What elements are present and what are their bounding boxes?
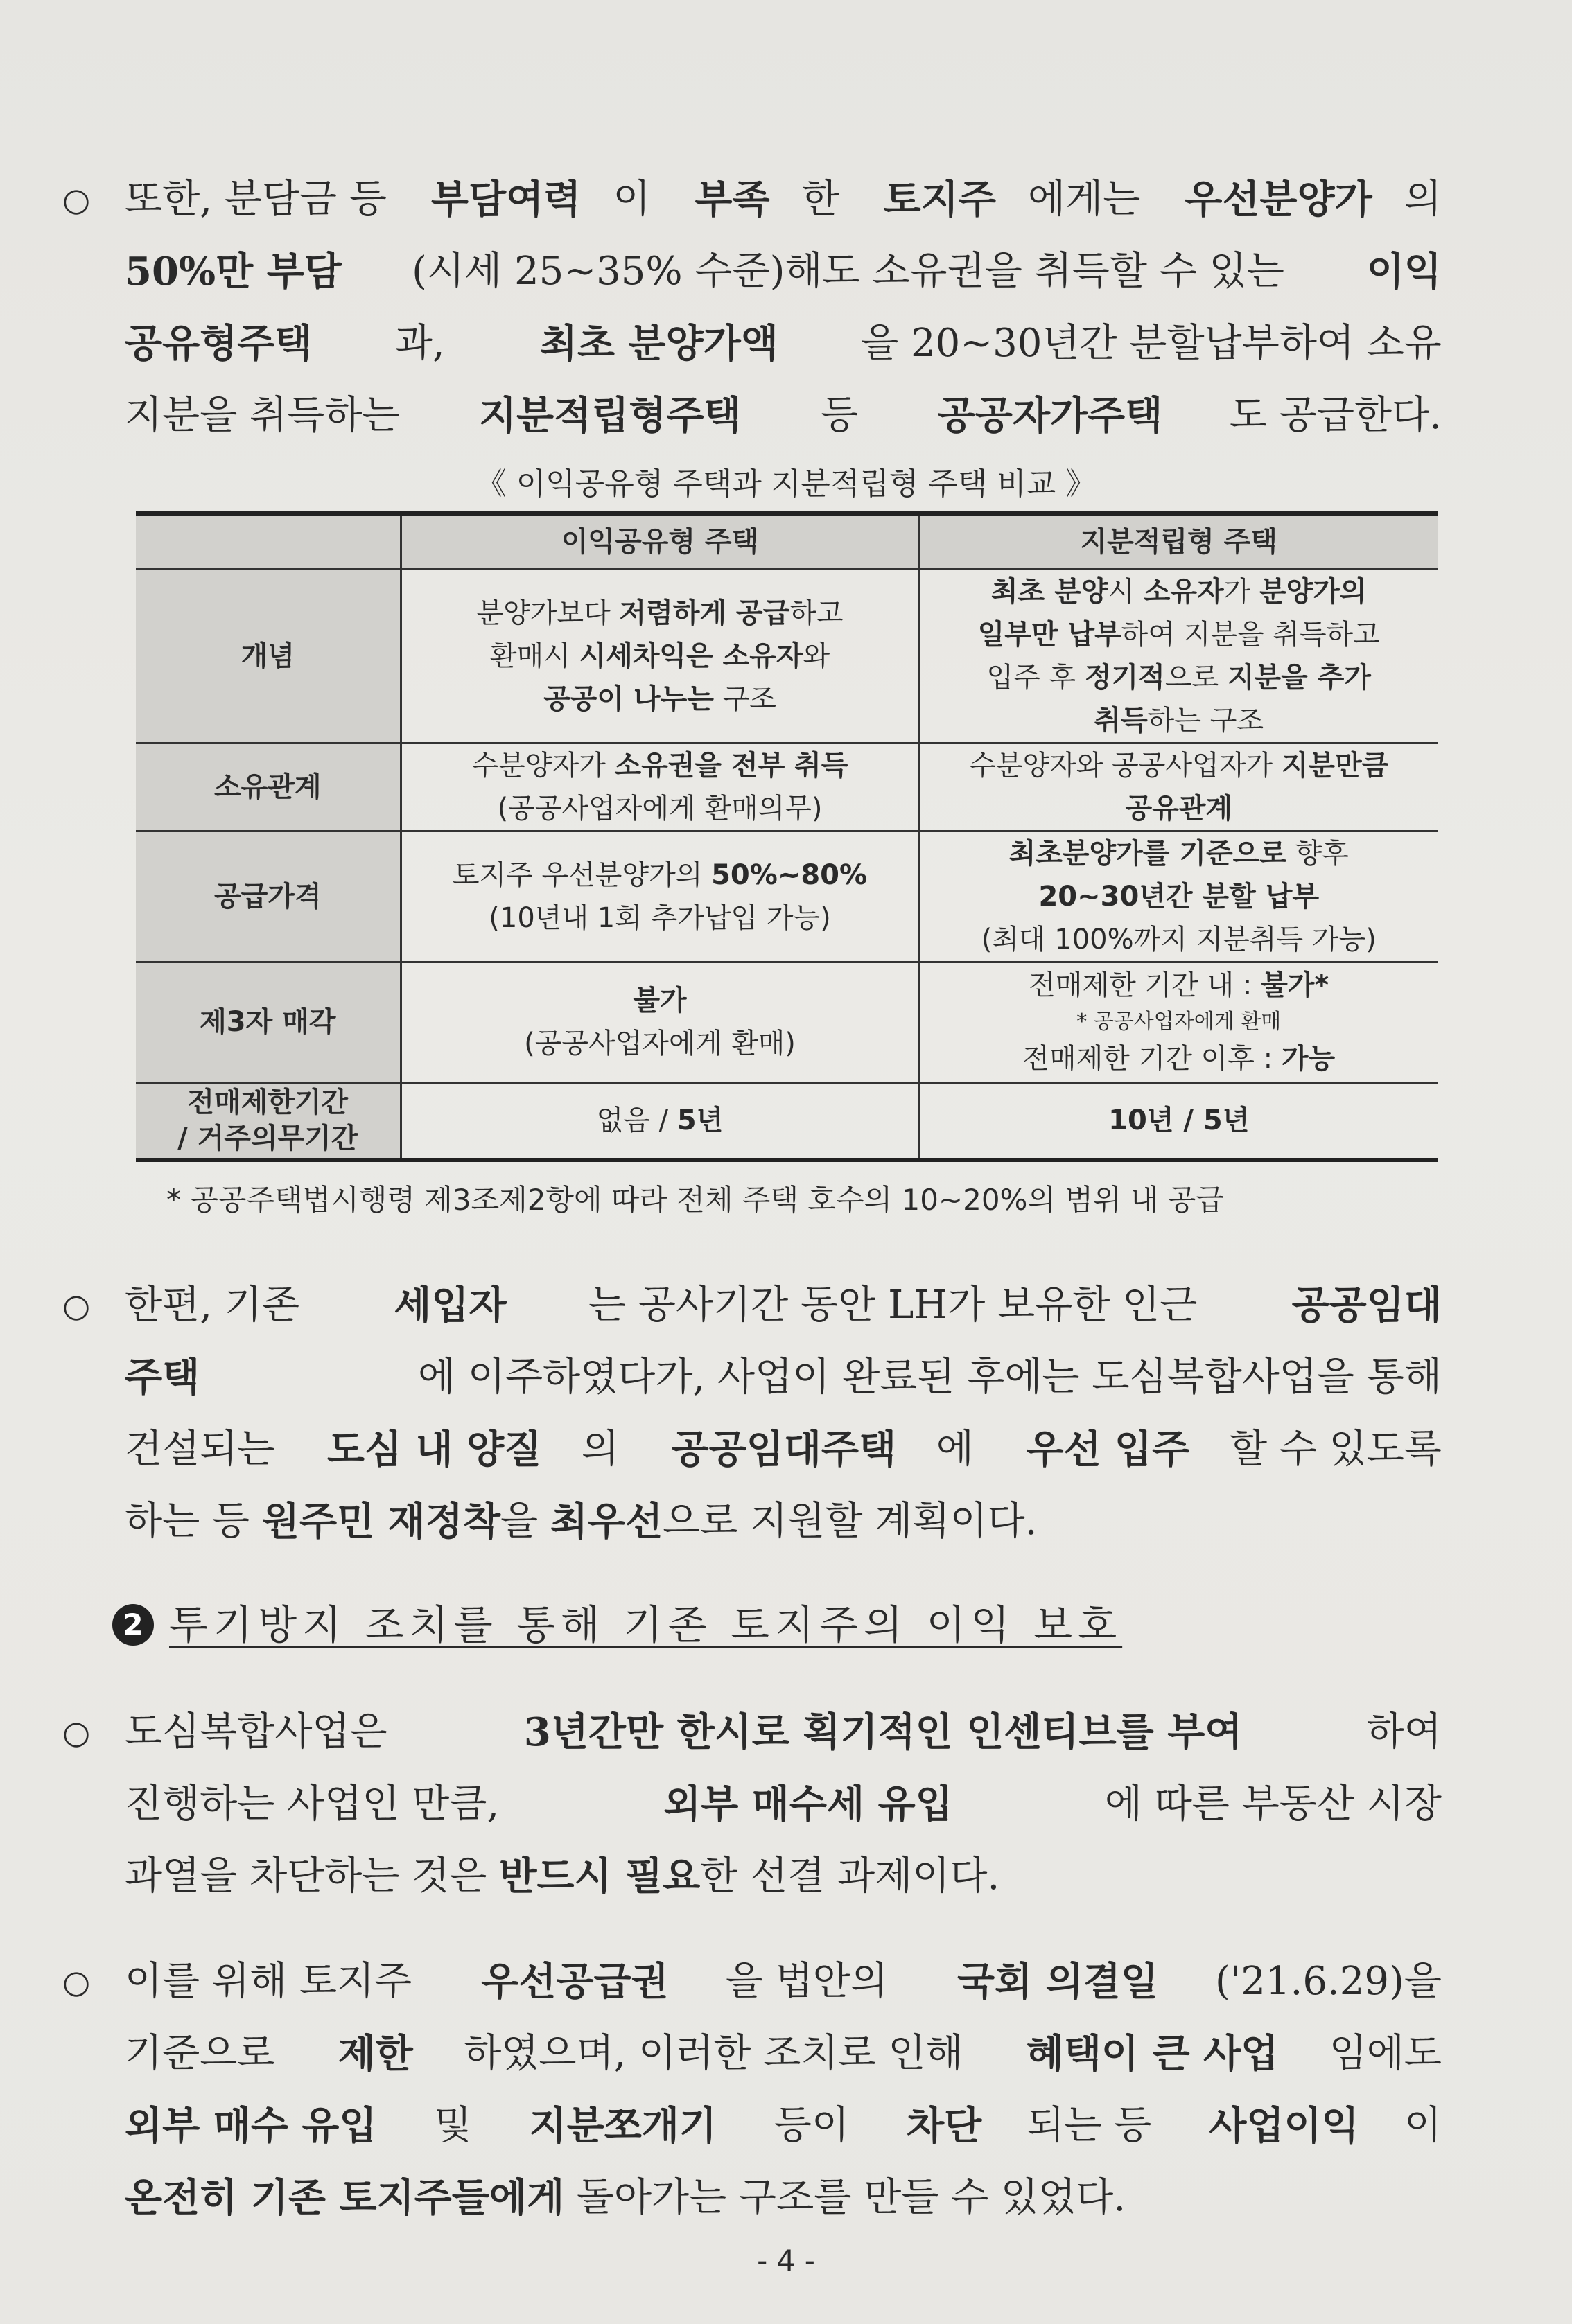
cell-line (920, 570, 1438, 613)
bold-run: 외부 매수세 유입 (663, 1781, 953, 1827)
text-run: 이를 위해 토지주 (125, 1959, 425, 2004)
text-run: 전매제한 기간 이후 : (1022, 1043, 1282, 1075)
section-heading (112, 1594, 1122, 1656)
text-run: 기준으로 (125, 2031, 288, 2076)
bold-run: 우선공급권 (481, 1959, 669, 2005)
text-run: 에게는 (1028, 177, 1153, 222)
text-line (125, 1840, 1442, 1912)
equity-accumulating-cell (919, 1082, 1438, 1160)
bold-run: 공공임대주택 (671, 1427, 897, 1472)
cell-line (402, 854, 918, 897)
text-line (125, 1486, 1442, 1558)
bold-run: 일부만 납부 (977, 618, 1121, 651)
text-line (125, 1696, 1442, 1768)
bold-run: 부족 (695, 177, 770, 222)
bold-run: 지분을 추가 (1227, 661, 1371, 694)
bold-run: 토지주 (883, 177, 996, 222)
bold-run: 외부 매수 유입 (125, 2103, 377, 2149)
profit-sharing-cell (401, 962, 919, 1082)
bullet-icon: ○ (62, 1287, 91, 1324)
cell-line (920, 699, 1438, 742)
bold-run: 시세차익은 소유자 (579, 640, 803, 672)
paragraph-4 (62, 1946, 1442, 2234)
text-run: (공공사업자에게 환매) (524, 1028, 796, 1059)
bold-run: 세입자 (394, 1283, 507, 1328)
text-run: 의 (581, 1427, 631, 1472)
text-run: 으로 (1164, 661, 1228, 694)
text-line (125, 380, 1442, 452)
table-row (136, 569, 1438, 743)
section-title-text: 투기방지 조치를 통해 기존 토지주의 이익 보호 (169, 1601, 1123, 1648)
text-run: 에 이주하였다가, 사업이 완료된 후에는 도심복합사업을 통해 (417, 1355, 1442, 1400)
text-run: 하는 등 (125, 1499, 262, 1544)
header-cell-empty (136, 513, 401, 569)
text-run: 와 (803, 640, 830, 672)
row-label: 개념 (136, 569, 401, 743)
text-run: 과열을 차단하는 것은 (125, 1854, 500, 1899)
bold-run: 공유관계 (1125, 792, 1233, 825)
text-run: (공공사업자에게 환매의무) (497, 792, 823, 825)
profit-sharing-cell (401, 569, 919, 743)
text-run: 하는 구조 (1147, 704, 1264, 737)
bold-run: 불가 (633, 985, 687, 1016)
text-line (125, 2090, 1442, 2162)
bold-run: 혜택이 큰 사업 (1026, 2031, 1279, 2077)
text-run: 분양가보다 (476, 597, 620, 629)
equity-accumulating-cell (919, 962, 1438, 1082)
cell-line (920, 1007, 1438, 1037)
text-run: 는 공사기간 동안 LH가 보유한 인근 (588, 1283, 1210, 1328)
text-run: 향후 (1286, 837, 1349, 870)
text-line (125, 308, 1442, 380)
cell-line (920, 918, 1438, 961)
bold-run: 부담여력 (430, 177, 582, 222)
bold-run: 분양가의 (1259, 575, 1367, 608)
profit-sharing-cell (401, 831, 919, 962)
bold-run: 지분쪼개기 (529, 2103, 717, 2149)
bold-run: 최초 분양가액 (539, 321, 778, 367)
bold-run: 공유형주택 (125, 321, 313, 367)
bold-run: 저렴하게 공급 (619, 597, 790, 629)
text-run: 이 (613, 177, 663, 222)
bold-run: 사업이익 (1209, 2103, 1359, 2149)
cell-line (402, 787, 918, 830)
table-row (136, 831, 1438, 962)
cell-line (402, 744, 918, 787)
bold-run: 지분적립형주택 (478, 393, 742, 439)
bold-run: 주택 (125, 1355, 200, 1400)
row-label: 제3자 매각 (136, 962, 401, 1082)
text-run: 이 (1404, 2103, 1442, 2148)
text-run: 의 (1404, 177, 1442, 222)
text-run: 을 (500, 1499, 550, 1544)
bold-run: 이익 (1366, 249, 1442, 294)
table-row (136, 1082, 1438, 1160)
bold-run: 3년간만 한시로 획기적인 인센티브를 부여 (523, 1709, 1243, 1755)
text-run: 입주 후 (986, 661, 1085, 694)
bold-run: 소유권을 전부 취득 (614, 749, 848, 782)
comparison-table (136, 511, 1438, 1162)
text-line (125, 164, 1442, 236)
page-number: - 4 - (757, 2244, 815, 2278)
bold-run: 50%~80% (711, 859, 868, 891)
text-run: 및 (421, 2103, 484, 2148)
cell-line (920, 787, 1438, 830)
text-run: 을 20~30년간 분할납부하여 소유 (861, 321, 1442, 366)
text-run: 시 (1108, 575, 1144, 608)
text-run: 토지주 우선분양가의 (452, 859, 712, 891)
equity-accumulating-cell (919, 743, 1438, 831)
text-run: 하고 (789, 597, 844, 629)
cell-line (920, 964, 1438, 1007)
table-header-row (136, 513, 1438, 569)
row-label: 공급가격 (136, 831, 401, 962)
text-run: 등 (808, 393, 871, 438)
table-row (136, 962, 1438, 1082)
cell-line (920, 1099, 1438, 1142)
bold-run: 5년 (676, 1104, 724, 1137)
bold-run: 공공이 나누는 (543, 683, 714, 715)
text-line (125, 1946, 1442, 2018)
text-run: 할 수 있도록 (1229, 1427, 1442, 1472)
text-run: 한 선결 과제이다. (700, 1854, 1000, 1899)
bold-run: 우선 입주 (1026, 1427, 1190, 1472)
bold-run: 공공임대 (1291, 1283, 1442, 1328)
text-run: (10년내 1회 추가납입 가능) (489, 901, 831, 934)
paragraph-1 (62, 164, 1442, 452)
text-run: 등이 (762, 2103, 862, 2148)
text-run: 돌아가는 구조를 만들 수 있었다. (564, 2175, 1126, 2220)
text-run: 건설되는 (125, 1427, 288, 1472)
text-run: 도 공급한다. (1229, 393, 1442, 438)
bullet-icon: ○ (62, 1714, 91, 1751)
bold-run: 정기적 (1084, 661, 1165, 694)
bold-run: 원주민 재정착 (261, 1499, 500, 1544)
text-run: 환매시 (489, 640, 579, 672)
text-line (125, 2018, 1442, 2090)
bold-run: 지분만큼 (1281, 749, 1389, 782)
cell-line (402, 635, 918, 678)
text-run: 으로 지원할 계획이다. (663, 1499, 1038, 1544)
text-run: 도심복합사업은 (125, 1709, 400, 1754)
bold-run: 제한 (338, 2031, 413, 2077)
table-row (136, 743, 1438, 831)
cell-line (920, 832, 1438, 875)
profit-sharing-cell (401, 743, 919, 831)
cell-line (402, 1099, 918, 1142)
text-run: 임에도 (1329, 2031, 1442, 2076)
profit-sharing-cell (401, 1082, 919, 1160)
text-run: 구조 (713, 683, 776, 715)
row-label: 전매제한기간 / 거주의무기간 (136, 1082, 401, 1160)
cell-line (402, 678, 918, 721)
text-run: 한편, 기존 (125, 1283, 312, 1328)
cell-line (920, 613, 1438, 656)
bold-run: 최우선 (550, 1499, 663, 1544)
cell-line (402, 592, 918, 635)
text-run: 에 (936, 1427, 986, 1472)
text-line (125, 1269, 1442, 1341)
header-cell-profit-sharing: 이익공유형 주택 (401, 513, 919, 569)
text-run: 전매제한 기간 내 : (1029, 969, 1261, 1001)
text-run: 한 (801, 177, 852, 222)
text-run: 또한, 분담금 등 (125, 177, 399, 222)
header-cell-equity-accumulating: 지분적립형 주택 (919, 513, 1438, 569)
bold-run: 온전히 기존 토지주들에게 (125, 2175, 565, 2221)
text-run: 수분양자와 공공사업자가 (969, 749, 1282, 782)
cell-line (920, 875, 1438, 918)
text-run: 과, (394, 321, 457, 366)
text-run: 하여 지분을 취득하고 (1121, 618, 1380, 651)
text-run: 없음 / (596, 1104, 677, 1137)
bold-run: 10년 / 5년 (1108, 1104, 1250, 1137)
text-line (125, 2162, 1442, 2234)
text-run: 하였으며, 이러한 조치로 인해 (464, 2031, 976, 2076)
text-run: ('21.6.29)을 (1215, 1959, 1442, 2004)
text-run: 가 (1223, 575, 1260, 608)
paragraph-3 (62, 1696, 1442, 1912)
row-label: 소유관계 (136, 743, 401, 831)
bold-run: 최초 분양 (990, 575, 1108, 608)
cell-line (402, 1022, 918, 1065)
table-footnote: * 공공주택법시행령 제3조제2항에 따라 전체 주택 호수의 10~20%의 범위 내 공급 (166, 1183, 1224, 1217)
cell-line (402, 979, 918, 1022)
paragraph-2 (62, 1269, 1442, 1558)
bold-run: 국회 의결일 (957, 1959, 1158, 2005)
text-line (125, 1341, 1442, 1414)
bullet-icon: ○ (62, 1963, 91, 2000)
text-run: 하여 (1366, 1709, 1442, 1754)
bold-run: 20~30년간 분할 납부 (1038, 880, 1320, 913)
text-run: (최대 100%까지 지분취득 가능) (981, 923, 1377, 956)
bold-run: 최초분양가를 기준으로 (1008, 837, 1286, 870)
bold-run: 공공자가주택 (937, 393, 1163, 439)
text-line (125, 236, 1442, 308)
text-line (125, 1414, 1442, 1486)
table-body (136, 569, 1438, 1160)
text-run: 지분을 취득하는 (125, 393, 412, 438)
text-run: * 공공사업자에게 환매 (1076, 1010, 1282, 1034)
equity-accumulating-cell (919, 569, 1438, 743)
bold-run: 소유자 (1143, 575, 1224, 608)
equity-accumulating-cell (919, 831, 1438, 962)
text-run: 에 따른 부동산 시장 (1104, 1781, 1442, 1826)
table-caption: 《 이익공유형 주택과 지분적립형 주택 비교 》 (475, 466, 1097, 502)
section-number-badge: 2 (112, 1604, 154, 1646)
cell-line (920, 656, 1438, 699)
text-run: 수분양자가 (471, 749, 615, 782)
bold-run: 도심 내 양질 (326, 1427, 542, 1472)
text-run: 되는 등 (1027, 2103, 1164, 2148)
text-run: 을 법안의 (725, 1959, 900, 2004)
bold-run: 취득 (1094, 704, 1148, 737)
text-run: (시세 25~35% 수준)해도 소유권을 취득할 수 있는 (412, 249, 1297, 294)
bullet-icon: ○ (62, 181, 91, 218)
bold-run: 차단 (907, 2103, 982, 2149)
cell-line (920, 1037, 1438, 1080)
cell-line (920, 744, 1438, 787)
cell-line (402, 897, 918, 940)
bold-run: 50%만 부담 (125, 249, 342, 294)
bold-run: 불가* (1261, 969, 1329, 1001)
bold-run: 반드시 필요 (499, 1854, 701, 1899)
bold-run: 우선분양가 (1185, 177, 1372, 222)
text-run: 진행하는 사업인 만큼, (125, 1781, 512, 1826)
bold-run: 가능 (1281, 1043, 1336, 1075)
text-line (125, 1768, 1442, 1840)
